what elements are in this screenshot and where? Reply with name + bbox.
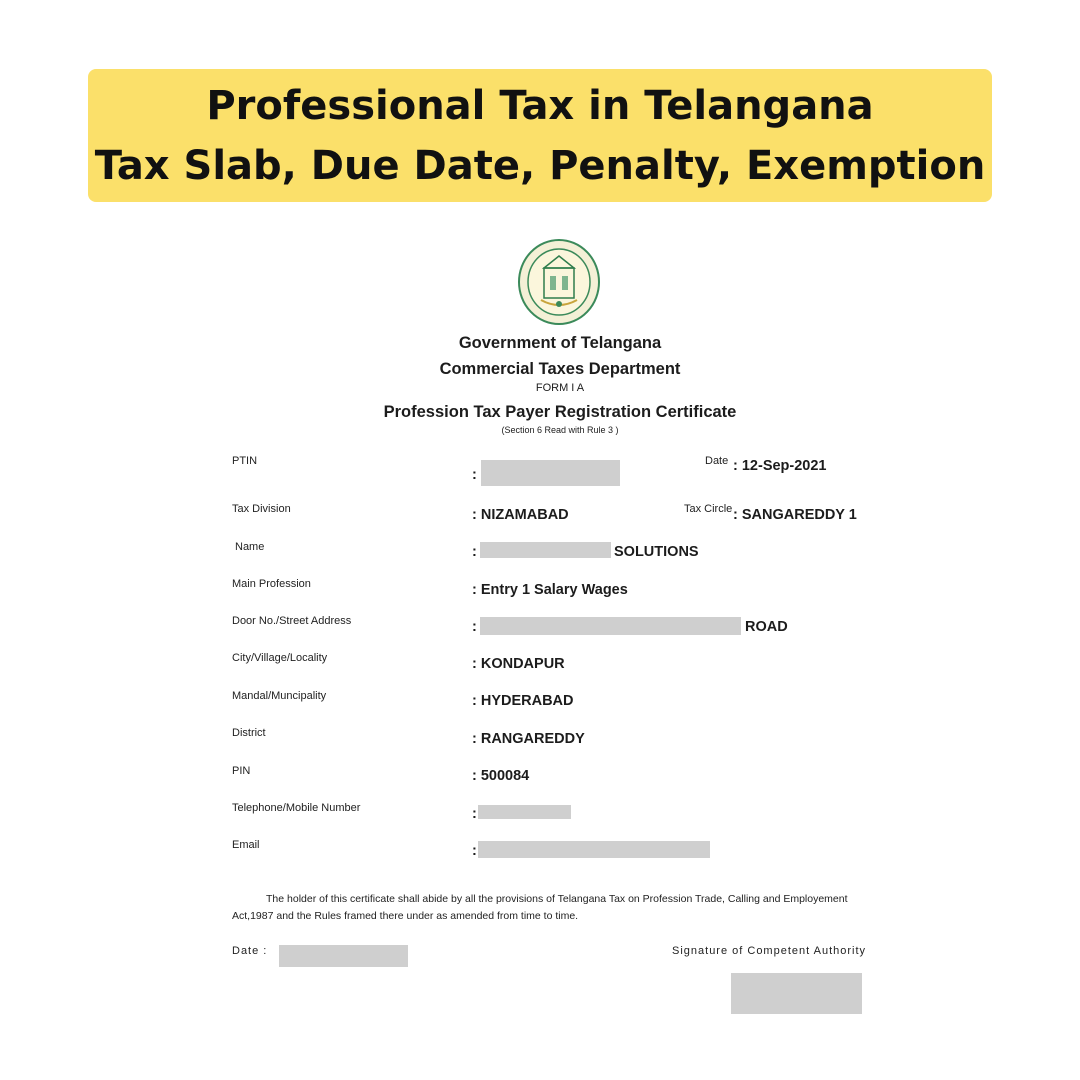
declaration-text bbox=[232, 891, 852, 925]
ptin-redacted bbox=[481, 460, 620, 486]
address-colon: : bbox=[472, 619, 477, 635]
phone-colon: : bbox=[472, 806, 477, 822]
tax-circle-label: Tax Circle bbox=[684, 503, 733, 515]
banner-title-line2: Tax Slab, Due Date, Penalty, Exemption bbox=[94, 143, 986, 189]
name-suffix: SOLUTIONS bbox=[614, 544, 699, 560]
phone-label: Telephone/Mobile Number bbox=[232, 802, 361, 814]
name-colon: : bbox=[472, 544, 477, 560]
city-value: : KONDAPUR bbox=[472, 656, 565, 672]
name-redacted bbox=[480, 542, 611, 558]
signature-redacted bbox=[731, 973, 862, 1014]
declaration-body: The holder of this certificate shall abide by all the provisions of Telangana Tax on Profession Trade, Calling and Employement Act,1987 and the Rules framed there under as amended from time to time. bbox=[232, 893, 848, 922]
name-label: Name bbox=[235, 541, 265, 553]
pin-value: : 500084 bbox=[472, 768, 530, 784]
pin-label: PIN bbox=[232, 765, 251, 777]
footer-date-label: Date : bbox=[232, 945, 268, 957]
main-profession-value: : Entry 1 Salary Wages bbox=[472, 582, 628, 598]
department-heading: Commercial Taxes Department bbox=[439, 360, 681, 378]
date-label: Date bbox=[705, 455, 729, 467]
email-label: Email bbox=[232, 839, 260, 851]
signature-label: Signature of Competent Authority bbox=[672, 945, 867, 957]
title-banner bbox=[88, 69, 992, 202]
mandal-value: : HYDERABAD bbox=[472, 693, 574, 709]
district-label: District bbox=[232, 727, 266, 739]
phone-redacted bbox=[478, 805, 571, 819]
footer-date-redacted bbox=[279, 945, 408, 967]
main-profession-label: Main Profession bbox=[232, 578, 311, 590]
address-suffix: ROAD bbox=[745, 619, 788, 635]
mandal-label: Mandal/Muncipality bbox=[232, 690, 327, 702]
address-label: Door No./Street Address bbox=[232, 615, 352, 627]
certificate-title: Profession Tax Payer Registration Certificate bbox=[383, 403, 737, 421]
email-redacted bbox=[478, 841, 710, 858]
district-value: : RANGAREDDY bbox=[472, 731, 585, 747]
tax-division-label: Tax Division bbox=[232, 503, 291, 515]
tax-circle-value: : SANGAREDDY 1 bbox=[733, 507, 857, 523]
date-value: : 12-Sep-2021 bbox=[733, 458, 827, 474]
government-heading: Government of Telangana bbox=[458, 334, 662, 352]
city-label: City/Village/Locality bbox=[232, 652, 328, 664]
section-reference: (Section 6 Read with Rule 3 ) bbox=[501, 425, 619, 435]
telangana-emblem-icon bbox=[517, 238, 601, 326]
form-label: FORM I A bbox=[535, 382, 585, 394]
address-redacted bbox=[480, 617, 741, 635]
ptin-colon: : bbox=[472, 467, 477, 483]
tax-division-value: : NIZAMABAD bbox=[472, 507, 569, 523]
email-colon: : bbox=[472, 843, 477, 859]
banner-title-line1: Professional Tax in Telangana bbox=[206, 83, 874, 129]
ptin-label: PTIN bbox=[232, 455, 258, 467]
